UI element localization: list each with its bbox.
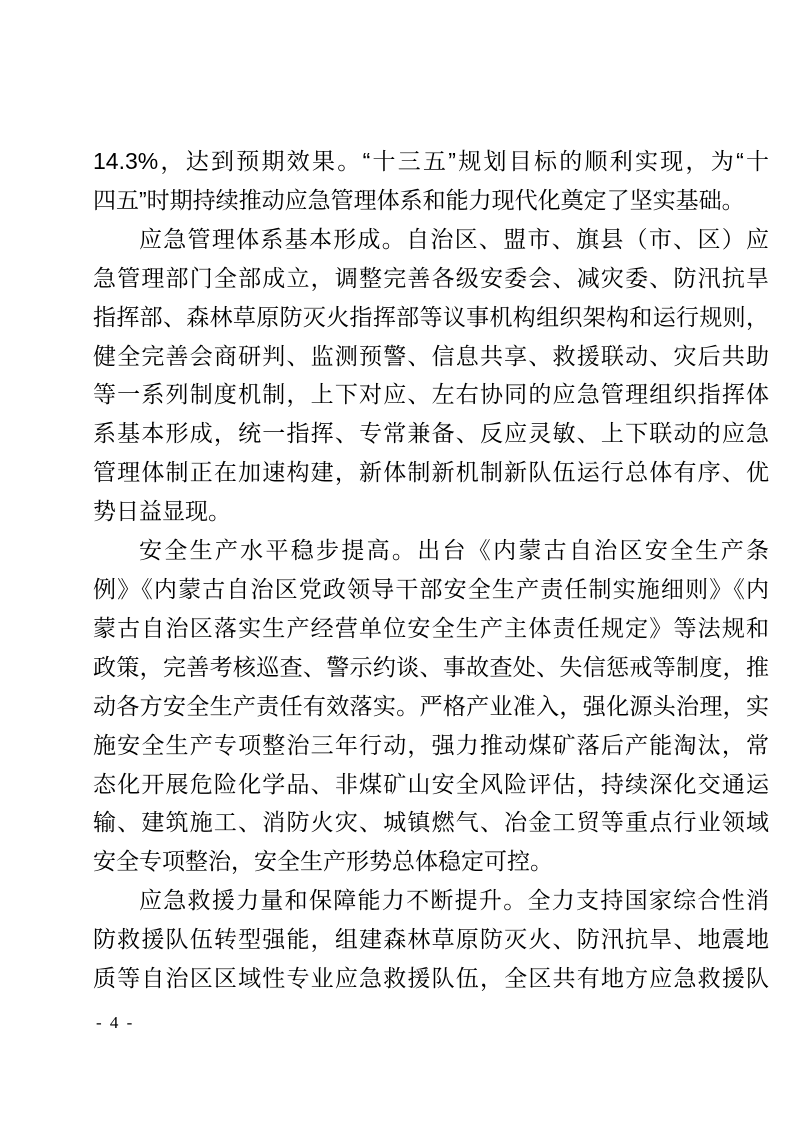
text-line: 等一系列制度机制，上下对应、左右协同的应急管理组织指挥体 <box>93 381 769 408</box>
text-line: 施安全生产专项整治三年行动，强力推动煤矿落后产能淘汰，常 <box>93 731 769 758</box>
text-line: 态化开展危险化学品、非煤矿山安全风险评估，持续深化交通运 <box>93 770 769 797</box>
text-line: 例》《内蒙古自治区党政领导干部安全生产责任制实施细则》《内 <box>93 575 769 602</box>
text-line: 系基本形成，统一指挥、专常兼备、反应灵敏、上下联动的应急 <box>93 420 769 447</box>
text-line: 政策，完善考核巡查、警示约谈、事故查处、失信惩戒等制度，推 <box>93 653 769 680</box>
text-line: 四五”时期持续推动应急管理体系和能力现代化奠定了坚实基础。 <box>93 186 745 213</box>
text-line: 势日益显现。 <box>93 498 231 525</box>
text-line: 应急管理体系基本形成。自治区、盟市、旗县（市、区）应 <box>139 225 769 252</box>
text-line: 质等自治区区域性专业应急救援队伍，全区共有地方应急救援队 <box>93 965 769 992</box>
text-line: 蒙古自治区落实生产经营单位安全生产主体责任规定》等法规和 <box>93 614 769 641</box>
text-line: 动各方安全生产责任有效落实。严格产业准入，强化源头治理，实 <box>93 692 769 719</box>
text-line: 安全专项整治，安全生产形势总体稳定可控。 <box>93 848 553 875</box>
text-line: 应急救援力量和保障能力不断提升。全力支持国家综合性消 <box>139 887 769 914</box>
text-line: 安全生产水平稳步提高。出台《内蒙古自治区安全生产条 <box>139 537 769 564</box>
text-line: 管理体制正在加速构建，新体制新机制新队伍运行总体有序、优 <box>93 459 769 486</box>
text-line: 指挥部、森林草原防灭火指挥部等议事机构组织架构和运行规则， <box>93 303 769 330</box>
page-footer <box>96 1012 134 1034</box>
text-line: 防救援队伍转型强能，组建森林草原防灭火、防汛抗旱、地震地 <box>93 926 769 953</box>
page-number: - 4 - <box>96 1013 135 1032</box>
text-line: 14.3%，达到预期效果。“十三五”规划目标的顺利实现，为“十 <box>93 148 769 174</box>
document-body <box>93 142 769 998</box>
text-line: 健全完善会商研判、监测预警、信息共享、救援联动、灾后共助 <box>93 342 769 369</box>
text-line: 输、建筑施工、消防火灾、城镇燃气、冶金工贸等重点行业领域 <box>93 809 769 836</box>
text-line: 急管理部门全部成立，调整完善各级安委会、减灾委、防汛抗旱 <box>93 264 769 291</box>
